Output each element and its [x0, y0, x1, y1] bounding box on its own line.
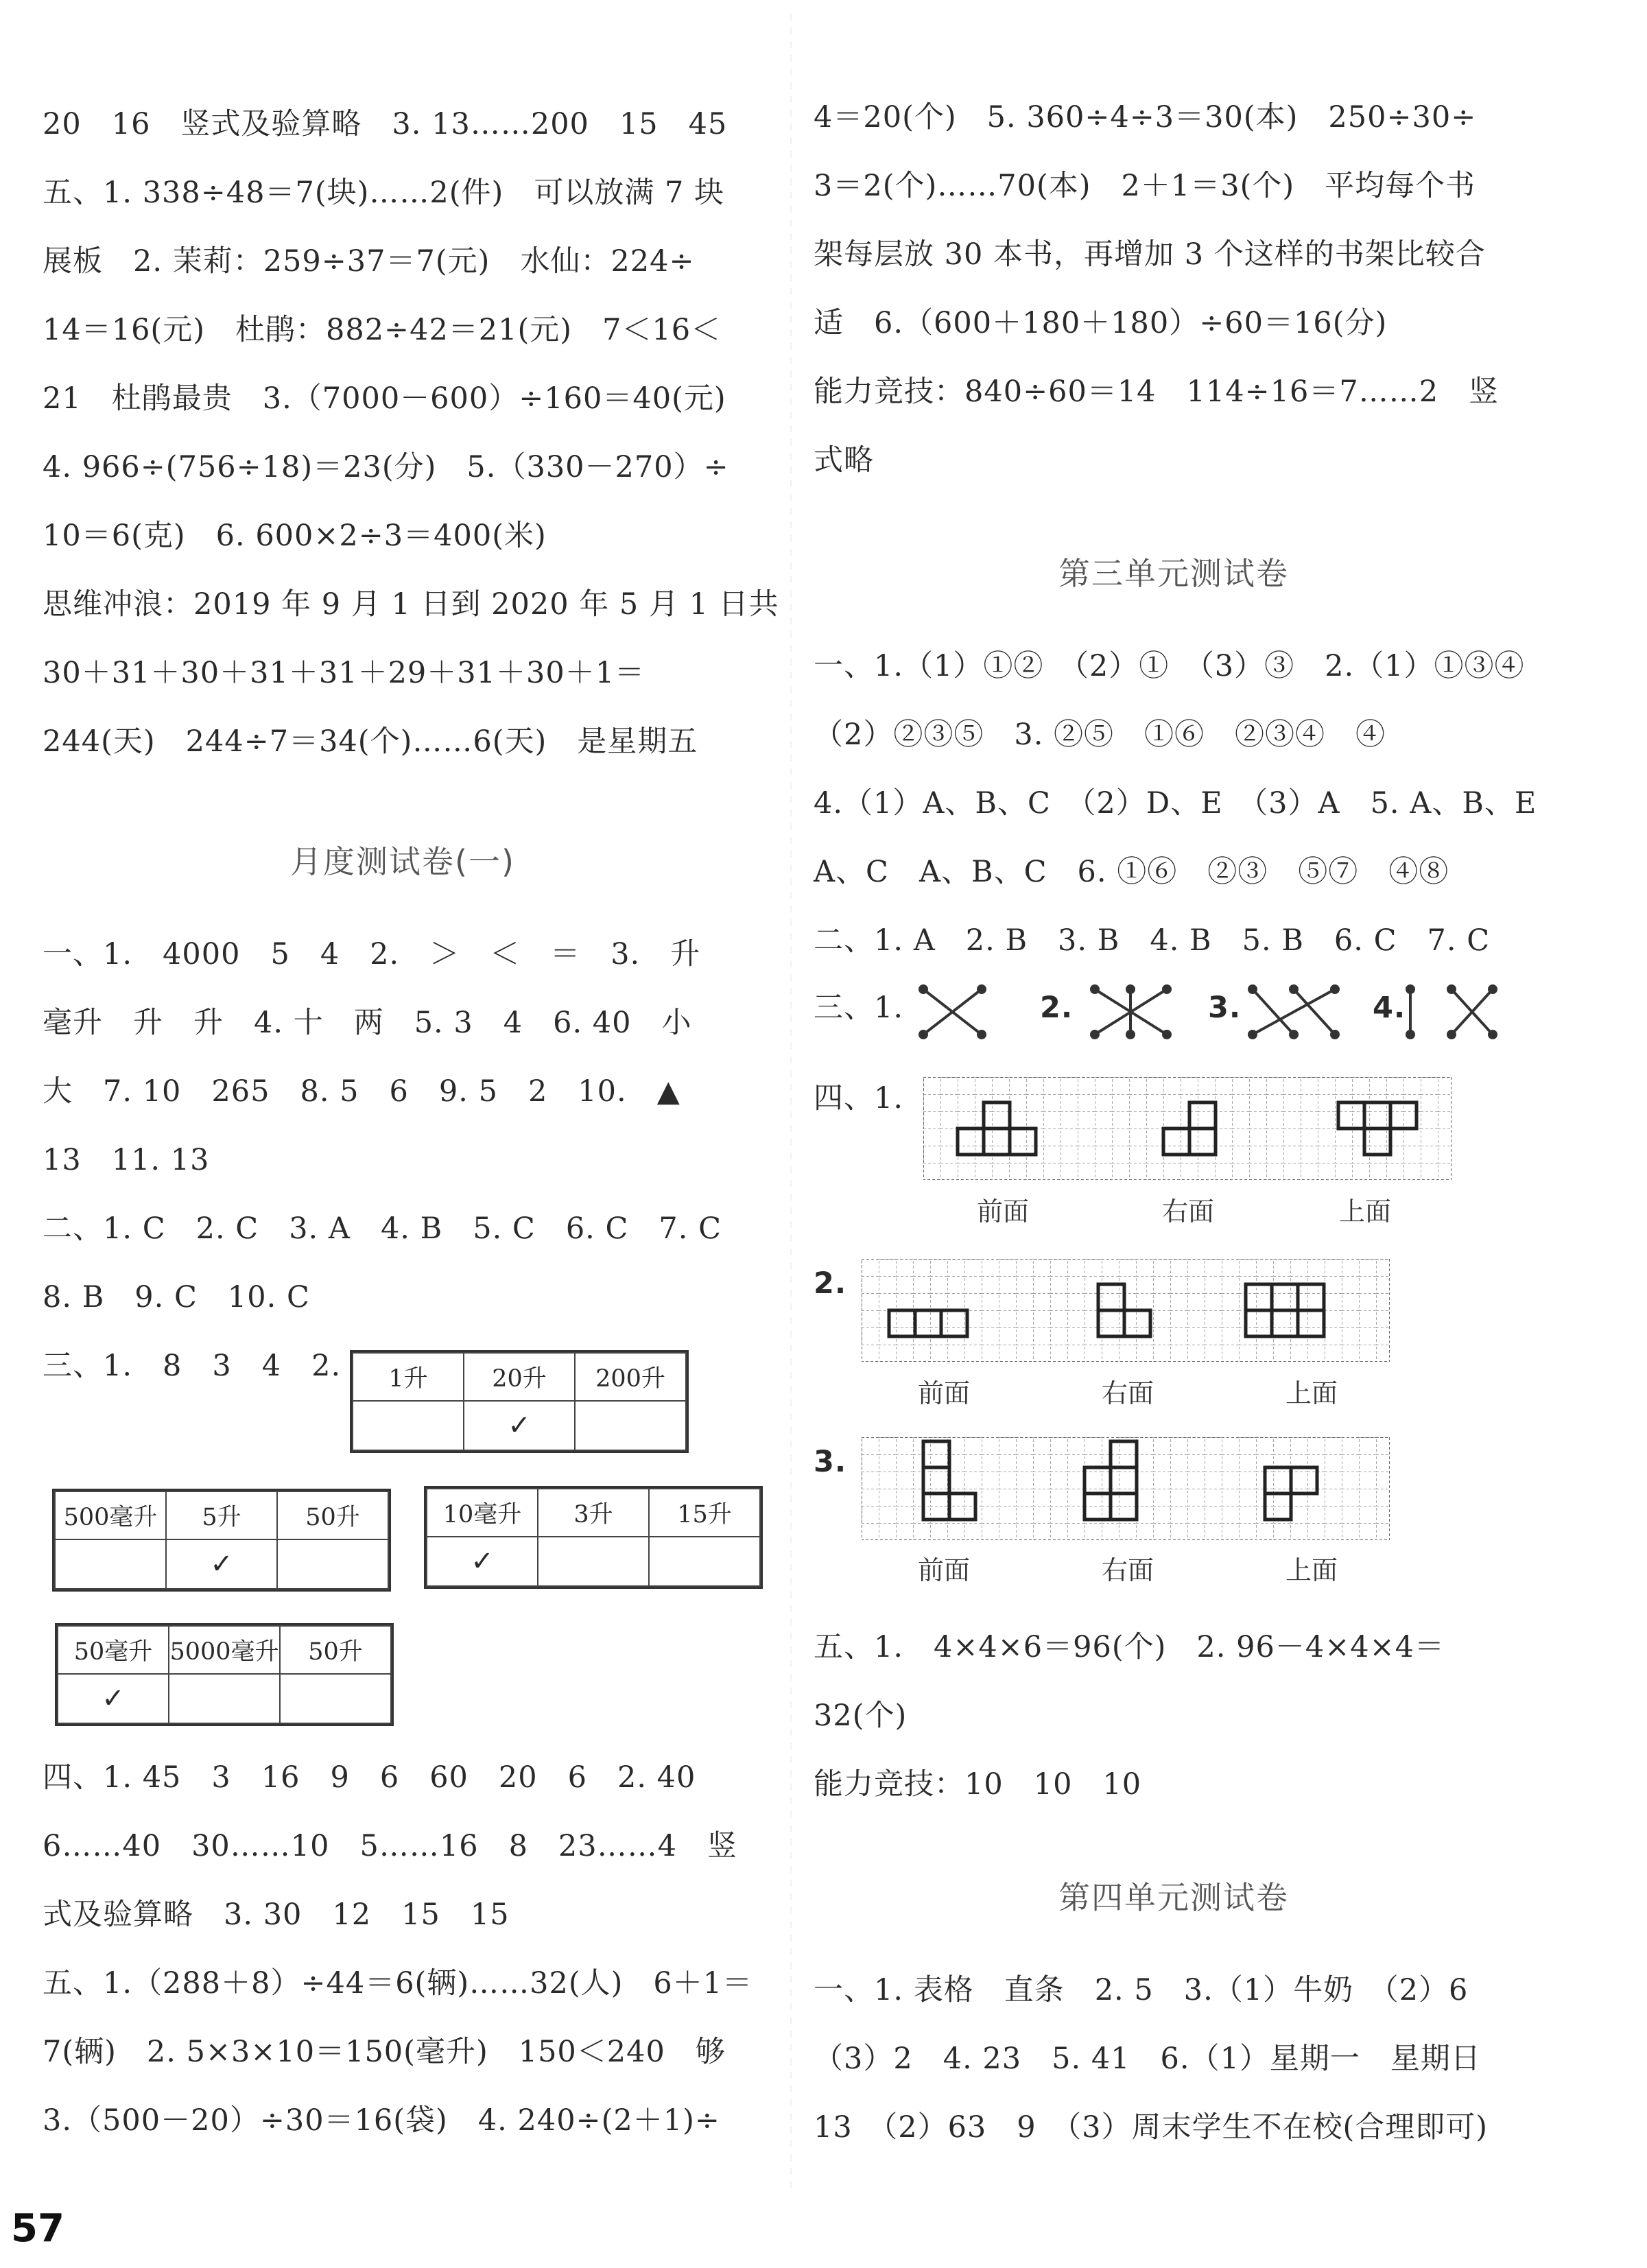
check-mark: ✓ — [464, 1401, 575, 1450]
text-line: 适 6.（600＋180＋180）÷60＝16(分) — [814, 306, 1388, 340]
text-line: 二、1. A 2. B 3. B 4. B 5. B 6. C 7. C — [814, 923, 1491, 958]
view-caption: 前面 — [918, 1378, 971, 1408]
table-cell — [538, 1537, 649, 1586]
text-line: 3＝2(个)……70(本) 2＋1＝3(个) 平均每个书 — [814, 169, 1476, 203]
section-title: 第四单元测试卷 — [1058, 1879, 1289, 1916]
match-lines — [1246, 981, 1342, 1043]
table-cell: 500毫升 — [55, 1491, 166, 1539]
text-line: 6……40 30……10 5……16 8 23……4 竖 — [43, 1829, 738, 1863]
text-line: 大 7. 10 265 8. 5 6 9. 5 2 10. ▲ — [43, 1074, 680, 1109]
choice-table — [424, 1486, 763, 1589]
text-line: 展板 2. 茉莉：259÷37＝7(元) 水仙：224÷ — [43, 244, 695, 279]
table-cell: 50升 — [280, 1626, 391, 1674]
view-caption: 右面 — [1102, 1378, 1154, 1408]
match-lines — [916, 981, 992, 1043]
text-line: 3.（500－20）÷30＝16(袋) 4. 240÷(2＋1)÷ — [43, 2103, 720, 2138]
text-line: 7(辆) 2. 5×3×10＝150(毫升) 150＜240 够 — [43, 2035, 726, 2069]
text-line: （3）2 4. 23 5. 41 6.（1）星期一 星期日 — [814, 2042, 1481, 2076]
table-cell: 50毫升 — [58, 1626, 169, 1674]
text-line: 13 （2）63 9 （3）周末学生不在校(合理即可) — [814, 2110, 1489, 2145]
view-caption: 上面 — [1339, 1196, 1392, 1227]
check-mark: ✓ — [166, 1539, 277, 1589]
table-cell: 5000毫升 — [169, 1626, 280, 1674]
table-cell: 1升 — [353, 1353, 464, 1401]
text-line: 244(天) 244÷7＝34(个)……6(天) 是星期五 — [43, 724, 698, 759]
text-line: 五、1. 338÷48＝7(块)……2(件) 可以放满 7 块 — [43, 176, 725, 210]
table-cell: 10毫升 — [427, 1489, 538, 1537]
text-line: 五、1. 4×4×6＝96(个) 2. 96－4×4×4＝ — [814, 1630, 1445, 1664]
text-line: 20 16 竖式及验算略 3. 13……200 15 45 — [43, 107, 728, 141]
choice-table — [52, 1489, 391, 1592]
text-line: （2）②③⑤ 3. ②⑤ ①⑥ ②③④ ④ — [814, 718, 1386, 752]
text-line: 2. — [814, 1266, 847, 1301]
check-mark: ✓ — [427, 1537, 538, 1586]
table-cell — [575, 1401, 686, 1450]
text-line: 三、1. — [814, 991, 904, 1025]
text-line: 五、1.（288＋8）÷44＝6(辆)……32(人) 6＋1＝ — [43, 1966, 753, 2000]
table-cell: 200升 — [575, 1353, 686, 1401]
view-caption: 右面 — [1162, 1196, 1215, 1227]
view-grid — [862, 1437, 1390, 1540]
text-line: 一、1.（1）①② （2）① （3）③ 2.（1）①③④ — [814, 649, 1525, 683]
table-cell — [55, 1539, 166, 1589]
table-cell: 5升 — [166, 1491, 277, 1539]
text-line: 能力竞技：840÷60＝14 114÷16＝7……2 竖 — [814, 375, 1500, 409]
section-title: 第三单元测试卷 — [1058, 555, 1289, 592]
text-line: 4＝20(个) 5. 360÷4÷3＝30(本) 250÷30÷ — [814, 100, 1477, 134]
text-line: 能力竞技：10 10 10 — [814, 1767, 1142, 1802]
view-caption: 上面 — [1285, 1378, 1338, 1408]
text-line: 三、1. 8 3 4 2. — [43, 1349, 342, 1383]
text-line: 毫升 升 升 4. 十 两 5. 3 4 6. 40 小 — [43, 1006, 692, 1040]
text-line: 2. — [1040, 991, 1074, 1025]
text-line: 14＝16(元) 杜鹃：882÷42＝21(元) 7＜16＜ — [43, 313, 722, 347]
text-line: 式略 — [814, 443, 874, 477]
text-line: 8. B 9. C 10. C — [43, 1280, 310, 1314]
table-cell — [280, 1674, 391, 1723]
text-line: 架每层放 30 本书，再增加 3 个这样的书架比较合 — [814, 237, 1486, 272]
choice-table — [350, 1350, 689, 1453]
text-line: 32(个) — [814, 1699, 908, 1733]
text-line: 二、1. C 2. C 3. A 4. B 5. C 6. C 7. C — [43, 1212, 722, 1246]
text-line: 30＋31＋30＋31＋31＋29＋31＋30＋1＝ — [43, 656, 645, 690]
table-cell: 20升 — [464, 1353, 575, 1401]
section-title: 月度测试卷(一) — [290, 843, 515, 880]
text-line: 4.（1）A、B、C （2）D、E （3）A 5. A、B、E — [814, 786, 1537, 820]
view-caption: 上面 — [1285, 1555, 1338, 1585]
view-grid — [923, 1077, 1452, 1180]
text-line: 式及验算略 3. 30 12 15 15 — [43, 1898, 510, 1932]
text-line: 13 11. 13 — [43, 1143, 210, 1177]
match-lines — [1403, 981, 1500, 1043]
view-caption: 前面 — [977, 1196, 1030, 1227]
match-lines — [1088, 981, 1177, 1043]
table-cell — [649, 1537, 760, 1586]
table-cell — [277, 1539, 388, 1589]
text-line: 3. — [814, 1445, 847, 1479]
view-grid — [862, 1259, 1390, 1362]
check-mark: ✓ — [58, 1674, 169, 1723]
text-line: 一、1. 4000 5 4 2. ＞ ＜ ＝ 3. 升 — [43, 937, 701, 971]
choice-table — [55, 1623, 394, 1726]
page-number: 57 — [11, 2206, 64, 2251]
table-cell — [169, 1674, 280, 1723]
text-line: 四、1. — [814, 1081, 904, 1115]
text-line: 思维冲浪：2019 年 9 月 1 日到 2020 年 5 月 1 日共 — [43, 587, 779, 622]
column-divider — [790, 14, 792, 2195]
text-line: 4. — [1373, 991, 1406, 1025]
text-line: A、C A、B、C 6. ①⑥ ②③ ⑤⑦ ④⑧ — [814, 855, 1449, 889]
text-line: 一、1. 表格 直条 2. 5 3.（1）牛奶 （2）6 — [814, 1973, 1469, 2007]
table-cell: 50升 — [277, 1491, 388, 1539]
table-cell: 15升 — [649, 1489, 760, 1537]
view-caption: 右面 — [1102, 1555, 1154, 1585]
table-cell — [353, 1401, 464, 1450]
table-cell: 3升 — [538, 1489, 649, 1537]
view-caption: 前面 — [918, 1555, 971, 1585]
text-line: 10＝6(克) 6. 600×2÷3＝400(米) — [43, 519, 547, 553]
text-line: 21 杜鹃最贵 3.（7000－600）÷160＝40(元) — [43, 381, 726, 416]
text-line: 3. — [1208, 991, 1242, 1025]
text-line: 四、1. 45 3 16 9 6 60 20 6 2. 40 — [43, 1760, 696, 1795]
text-line: 4. 966÷(756÷18)＝23(分) 5.（330－270）÷ — [43, 450, 729, 484]
